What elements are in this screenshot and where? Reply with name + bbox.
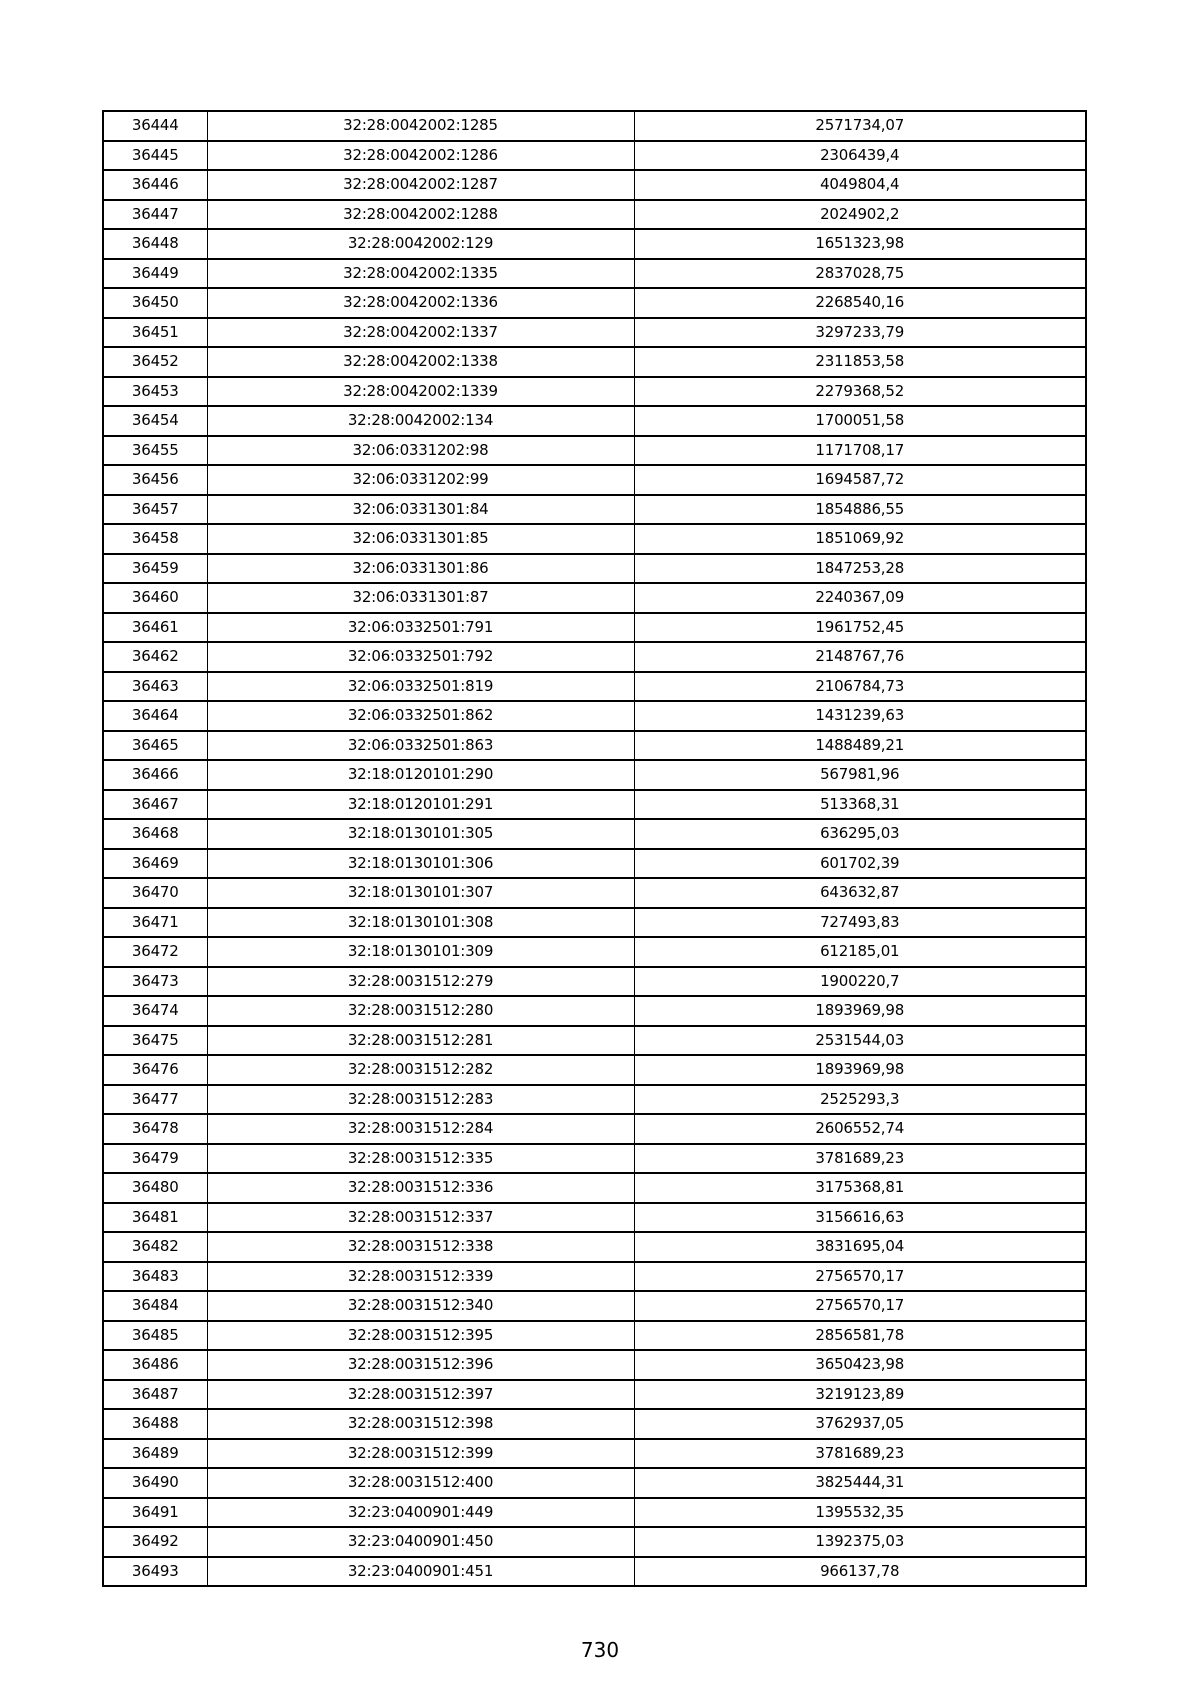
- row-number-cell: 36486: [103, 1350, 207, 1380]
- value-cell: 3762937,05: [634, 1409, 1086, 1439]
- table-row: [103, 642, 1086, 672]
- row-number-cell: 36491: [103, 1498, 207, 1528]
- row-number-cell: 36483: [103, 1262, 207, 1292]
- cadastral-number-cell: 32:23:0400901:449: [207, 1498, 634, 1528]
- cadastral-number-cell: 32:18:0130101:309: [207, 937, 634, 967]
- cadastral-number-cell: 32:18:0130101:305: [207, 819, 634, 849]
- cadastral-number-cell: 32:28:0042002:1338: [207, 347, 634, 377]
- cadastral-number-cell: 32:28:0031512:336: [207, 1173, 634, 1203]
- row-number-cell: 36489: [103, 1439, 207, 1469]
- table-row: [103, 1203, 1086, 1233]
- table-row: [103, 1380, 1086, 1410]
- table-row: [103, 259, 1086, 289]
- table-row: [103, 760, 1086, 790]
- table-row: [103, 1144, 1086, 1174]
- row-number-cell: 36451: [103, 318, 207, 348]
- row-number-cell: 36477: [103, 1085, 207, 1115]
- table-row: [103, 377, 1086, 407]
- cadastral-number-cell: 32:28:0031512:400: [207, 1468, 634, 1498]
- row-number-cell: 36466: [103, 760, 207, 790]
- value-cell: 2106784,73: [634, 672, 1086, 702]
- table-row: [103, 318, 1086, 348]
- row-number-cell: 36463: [103, 672, 207, 702]
- value-cell: 1893969,98: [634, 996, 1086, 1026]
- table-row: [103, 937, 1086, 967]
- value-cell: 2571734,07: [634, 111, 1086, 141]
- value-cell: 2240367,09: [634, 583, 1086, 613]
- row-number-cell: 36453: [103, 377, 207, 407]
- cadastral-number-cell: 32:06:0332501:792: [207, 642, 634, 672]
- value-cell: 2024902,2: [634, 200, 1086, 230]
- row-number-cell: 36446: [103, 170, 207, 200]
- cadastral-number-cell: 32:28:0031512:395: [207, 1321, 634, 1351]
- row-number-cell: 36447: [103, 200, 207, 230]
- value-cell: 1700051,58: [634, 406, 1086, 436]
- table-row: [103, 200, 1086, 230]
- table-row: [103, 554, 1086, 584]
- table-row: [103, 1409, 1086, 1439]
- cadastral-number-cell: 32:28:0042002:1339: [207, 377, 634, 407]
- table-row: [103, 1114, 1086, 1144]
- row-number-cell: 36478: [103, 1114, 207, 1144]
- row-number-cell: 36456: [103, 465, 207, 495]
- cadastral-number-cell: 32:28:0031512:396: [207, 1350, 634, 1380]
- value-cell: 1651323,98: [634, 229, 1086, 259]
- cadastral-value-table: [102, 110, 1087, 1587]
- value-cell: 3650423,98: [634, 1350, 1086, 1380]
- cadastral-number-cell: 32:18:0120101:291: [207, 790, 634, 820]
- value-cell: 3781689,23: [634, 1439, 1086, 1469]
- cadastral-number-cell: 32:28:0042002:1336: [207, 288, 634, 318]
- table-row: [103, 908, 1086, 938]
- table-row: [103, 465, 1086, 495]
- value-cell: 1392375,03: [634, 1527, 1086, 1557]
- value-cell: 2148767,76: [634, 642, 1086, 672]
- table-row: [103, 406, 1086, 436]
- table-row: [103, 1557, 1086, 1587]
- row-number-cell: 36492: [103, 1527, 207, 1557]
- table-row: [103, 1173, 1086, 1203]
- value-cell: 1694587,72: [634, 465, 1086, 495]
- table-row: [103, 1085, 1086, 1115]
- value-cell: 1900220,7: [634, 967, 1086, 997]
- row-number-cell: 36482: [103, 1232, 207, 1262]
- table-row: [103, 731, 1086, 761]
- cadastral-number-cell: 32:28:0031512:279: [207, 967, 634, 997]
- table-row: [103, 701, 1086, 731]
- table-row: [103, 524, 1086, 554]
- cadastral-number-cell: 32:28:0031512:335: [207, 1144, 634, 1174]
- cadastral-number-cell: 32:06:0331202:98: [207, 436, 634, 466]
- row-number-cell: 36473: [103, 967, 207, 997]
- value-cell: 727493,83: [634, 908, 1086, 938]
- value-cell: 2837028,75: [634, 259, 1086, 289]
- cadastral-number-cell: 32:28:0031512:283: [207, 1085, 634, 1115]
- value-cell: 3219123,89: [634, 1380, 1086, 1410]
- value-cell: 2279368,52: [634, 377, 1086, 407]
- cadastral-number-cell: 32:28:0042002:1286: [207, 141, 634, 171]
- row-number-cell: 36479: [103, 1144, 207, 1174]
- cadastral-number-cell: 32:06:0332501:863: [207, 731, 634, 761]
- value-cell: 3297233,79: [634, 318, 1086, 348]
- table-row: [103, 878, 1086, 908]
- value-cell: 2856581,78: [634, 1321, 1086, 1351]
- cadastral-number-cell: 32:28:0031512:338: [207, 1232, 634, 1262]
- table-row: [103, 347, 1086, 377]
- table-row: [103, 1498, 1086, 1528]
- table-row: [103, 1291, 1086, 1321]
- value-cell: 3175368,81: [634, 1173, 1086, 1203]
- row-number-cell: 36450: [103, 288, 207, 318]
- value-cell: 1431239,63: [634, 701, 1086, 731]
- row-number-cell: 36460: [103, 583, 207, 613]
- value-cell: 3781689,23: [634, 1144, 1086, 1174]
- cadastral-number-cell: 32:06:0332501:819: [207, 672, 634, 702]
- value-cell: 2525293,3: [634, 1085, 1086, 1115]
- row-number-cell: 36457: [103, 495, 207, 525]
- row-number-cell: 36468: [103, 819, 207, 849]
- table-row: [103, 1321, 1086, 1351]
- value-cell: 1847253,28: [634, 554, 1086, 584]
- cadastral-number-cell: 32:18:0120101:290: [207, 760, 634, 790]
- row-number-cell: 36467: [103, 790, 207, 820]
- table-row: [103, 1350, 1086, 1380]
- row-number-cell: 36470: [103, 878, 207, 908]
- cadastral-number-cell: 32:23:0400901:451: [207, 1557, 634, 1587]
- table-row: [103, 436, 1086, 466]
- cadastral-number-cell: 32:28:0031512:397: [207, 1380, 634, 1410]
- value-cell: 1961752,45: [634, 613, 1086, 643]
- table-row: [103, 170, 1086, 200]
- value-cell: 601702,39: [634, 849, 1086, 879]
- value-cell: 2756570,17: [634, 1291, 1086, 1321]
- row-number-cell: 36454: [103, 406, 207, 436]
- value-cell: 2306439,4: [634, 141, 1086, 171]
- table-row: [103, 967, 1086, 997]
- cadastral-number-cell: 32:23:0400901:450: [207, 1527, 634, 1557]
- value-cell: 3156616,63: [634, 1203, 1086, 1233]
- value-cell: 636295,03: [634, 819, 1086, 849]
- cadastral-number-cell: 32:28:0042002:134: [207, 406, 634, 436]
- cadastral-number-cell: 32:28:0042002:1287: [207, 170, 634, 200]
- table-row: [103, 495, 1086, 525]
- table-row: [103, 229, 1086, 259]
- cadastral-number-cell: 32:28:0042002:1285: [207, 111, 634, 141]
- row-number-cell: 36471: [103, 908, 207, 938]
- cadastral-number-cell: 32:06:0331301:86: [207, 554, 634, 584]
- cadastral-number-cell: 32:28:0031512:280: [207, 996, 634, 1026]
- table-row: [103, 1439, 1086, 1469]
- row-number-cell: 36493: [103, 1557, 207, 1587]
- row-number-cell: 36462: [103, 642, 207, 672]
- value-cell: 966137,78: [634, 1557, 1086, 1587]
- row-number-cell: 36474: [103, 996, 207, 1026]
- table-row: [103, 613, 1086, 643]
- row-number-cell: 36485: [103, 1321, 207, 1351]
- table-row: [103, 583, 1086, 613]
- value-cell: 1854886,55: [634, 495, 1086, 525]
- value-cell: 2268540,16: [634, 288, 1086, 318]
- row-number-cell: 36455: [103, 436, 207, 466]
- table-row: [103, 1262, 1086, 1292]
- table-row: [103, 849, 1086, 879]
- value-cell: 1395532,35: [634, 1498, 1086, 1528]
- cadastral-number-cell: 32:28:0042002:129: [207, 229, 634, 259]
- value-cell: 3831695,04: [634, 1232, 1086, 1262]
- cadastral-number-cell: 32:28:0042002:1288: [207, 200, 634, 230]
- cadastral-number-cell: 32:06:0331301:84: [207, 495, 634, 525]
- cadastral-number-cell: 32:28:0042002:1337: [207, 318, 634, 348]
- row-number-cell: 36481: [103, 1203, 207, 1233]
- row-number-cell: 36469: [103, 849, 207, 879]
- cadastral-number-cell: 32:06:0331202:99: [207, 465, 634, 495]
- value-cell: 2756570,17: [634, 1262, 1086, 1292]
- cadastral-number-cell: 32:06:0331301:85: [207, 524, 634, 554]
- row-number-cell: 36464: [103, 701, 207, 731]
- cadastral-number-cell: 32:18:0130101:307: [207, 878, 634, 908]
- row-number-cell: 36484: [103, 1291, 207, 1321]
- cadastral-number-cell: 32:28:0031512:340: [207, 1291, 634, 1321]
- cadastral-number-cell: 32:28:0031512:399: [207, 1439, 634, 1469]
- value-cell: 3825444,31: [634, 1468, 1086, 1498]
- row-number-cell: 36488: [103, 1409, 207, 1439]
- value-cell: 1171708,17: [634, 436, 1086, 466]
- table-row: [103, 288, 1086, 318]
- value-cell: 1488489,21: [634, 731, 1086, 761]
- row-number-cell: 36480: [103, 1173, 207, 1203]
- page-number: 730: [580, 1638, 620, 1662]
- table-row: [103, 1232, 1086, 1262]
- table-row: [103, 111, 1086, 141]
- table-row: [103, 1026, 1086, 1056]
- row-number-cell: 36445: [103, 141, 207, 171]
- cadastral-number-cell: 32:06:0331301:87: [207, 583, 634, 613]
- table-row: [103, 790, 1086, 820]
- value-cell: 1893969,98: [634, 1055, 1086, 1085]
- value-cell: 643632,87: [634, 878, 1086, 908]
- row-number-cell: 36452: [103, 347, 207, 377]
- cadastral-number-cell: 32:06:0332501:791: [207, 613, 634, 643]
- row-number-cell: 36487: [103, 1380, 207, 1410]
- cadastral-number-cell: 32:06:0332501:862: [207, 701, 634, 731]
- row-number-cell: 36475: [103, 1026, 207, 1056]
- row-number-cell: 36461: [103, 613, 207, 643]
- row-number-cell: 36458: [103, 524, 207, 554]
- table-row: [103, 1527, 1086, 1557]
- value-cell: 567981,96: [634, 760, 1086, 790]
- table-row: [103, 141, 1086, 171]
- cadastral-number-cell: 32:28:0042002:1335: [207, 259, 634, 289]
- value-cell: 1851069,92: [634, 524, 1086, 554]
- cadastral-number-cell: 32:28:0031512:281: [207, 1026, 634, 1056]
- table-body: [103, 111, 1086, 1586]
- cadastral-number-cell: 32:28:0031512:284: [207, 1114, 634, 1144]
- value-cell: 612185,01: [634, 937, 1086, 967]
- table-row: [103, 672, 1086, 702]
- row-number-cell: 36472: [103, 937, 207, 967]
- value-cell: 2531544,03: [634, 1026, 1086, 1056]
- value-cell: 513368,31: [634, 790, 1086, 820]
- table-row: [103, 1468, 1086, 1498]
- row-number-cell: 36449: [103, 259, 207, 289]
- row-number-cell: 36465: [103, 731, 207, 761]
- row-number-cell: 36490: [103, 1468, 207, 1498]
- cadastral-number-cell: 32:18:0130101:306: [207, 849, 634, 879]
- row-number-cell: 36448: [103, 229, 207, 259]
- value-cell: 4049804,4: [634, 170, 1086, 200]
- row-number-cell: 36459: [103, 554, 207, 584]
- value-cell: 2311853,58: [634, 347, 1086, 377]
- row-number-cell: 36444: [103, 111, 207, 141]
- cadastral-number-cell: 32:28:0031512:337: [207, 1203, 634, 1233]
- value-cell: 2606552,74: [634, 1114, 1086, 1144]
- cadastral-number-cell: 32:18:0130101:308: [207, 908, 634, 938]
- table-row: [103, 996, 1086, 1026]
- cadastral-number-cell: 32:28:0031512:398: [207, 1409, 634, 1439]
- row-number-cell: 36476: [103, 1055, 207, 1085]
- table-row: [103, 819, 1086, 849]
- cadastral-number-cell: 32:28:0031512:282: [207, 1055, 634, 1085]
- table-row: [103, 1055, 1086, 1085]
- cadastral-number-cell: 32:28:0031512:339: [207, 1262, 634, 1292]
